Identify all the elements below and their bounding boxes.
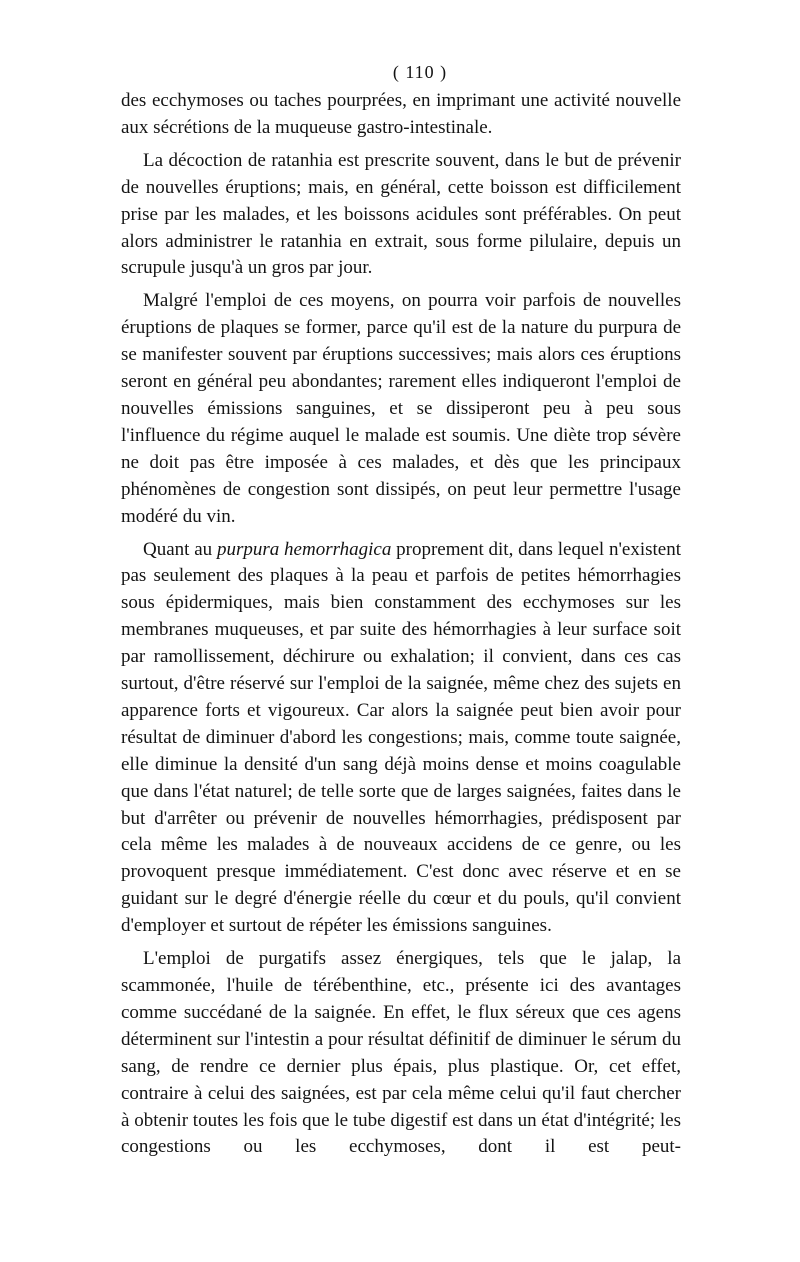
- text-segment: La décoction de ratanhia est prescrite souvent, dans le but de prévenir de nouvelles éruptions; mais, en général, cette boisson est difficilement prise par les malades, et les boissons acidules sont préférables. On peut alors administrer le ratanhia en extrait, sous forme pilulaire, depuis un scrupule jusqu'à un gros par jour.: [121, 149, 681, 279]
- book-page: [121, 58, 681, 1161]
- italic-term: purpura hemorrhagica: [216, 538, 392, 560]
- text-segment: Malgré l'emploi de ces moyens, on pourra voir parfois de nouvelles éruptions de plaques se former, parce qu'il est de la nature du purpura de se manifester souvent par éruptions successives; mais alors ces éruptions seront en général peu abondantes; rarement elles indiqueront l'emploi de nouvelles émissions sanguines, et se dissiperont peu à peu sous l'influence du régime auquel le malade est soumis. Une diète trop sévère ne doit pas être imposée à ces malades, et dès que les principaux phénomènes de congestion sont dissipés, on peut leur permettre l'usage modéré du vin.: [121, 290, 681, 527]
- paragraph-p3: [121, 288, 681, 530]
- text-segment: Quant au: [143, 538, 217, 560]
- text-segment: des ecchymoses ou taches pourprées, en imprimant une activité nouvelle aux sécrétions de la muqueuse gastro-intestinale.: [121, 90, 681, 138]
- body-text: [121, 88, 681, 1161]
- text-segment: L'emploi de purgatifs assez énergiques, tels que le jalap, la scammonée, l'huile de térébenthine, etc., présente ici des avantages comme succédané de la saignée. En effet, le flux séreux que ces agens déterminent sur l'intestin a pour résultat définitif de diminuer le sérum du sang, de rendre ce dernier plus épais, plus plastique. Or, cet effet, contraire à celui des saignées, est par cela même celui qu'il faut chercher à obtenir toutes les fois que le tube digestif est dans un état d'intégrité; les congestions ou les ecchymoses, dont il est peut-: [121, 948, 681, 1158]
- page-number: ( 110 ): [392, 62, 448, 82]
- paragraph-p4: [121, 537, 681, 941]
- paragraph-p2: [121, 148, 681, 283]
- paragraph-p1: [121, 88, 681, 142]
- paragraph-p5: [121, 946, 681, 1161]
- text-segment: proprement dit, dans lequel n'existent pas seulement des plaques à la peau et parfois de petites hémorrhagies sous épidermiques, mais bien constamment des ecchymoses sur les membranes muqueuses, et par suite des hémorrhagies à leur surface soit par ramollissement, déchirure ou exhalation; il convient, dans ces cas surtout, d'être réservé sur l'emploi de la saignée, même chez des sujets en apparence forts et vigoureux. Car alors la saignée peut bien avoir pour résultat de diminuer d'abord les congestions; mais, comme toute saignée, elle diminue la densité d'un sang déjà moins dense et moins coagulable que dans l'état naturel; de telle sorte que de larges saignées, faites dans le but d'arrêter ou prévenir de nouvelles hémorrhagies, prédisposent par cela même les malades à de nouveaux accidens de ce genre, ou les provoquent presque immédiatement. C'est donc avec réserve et en se guidant sur le degré d'énergie réelle du cœur et du pouls, qu'il convient d'employer et surtout de répéter les émissions sanguines.: [121, 538, 681, 937]
